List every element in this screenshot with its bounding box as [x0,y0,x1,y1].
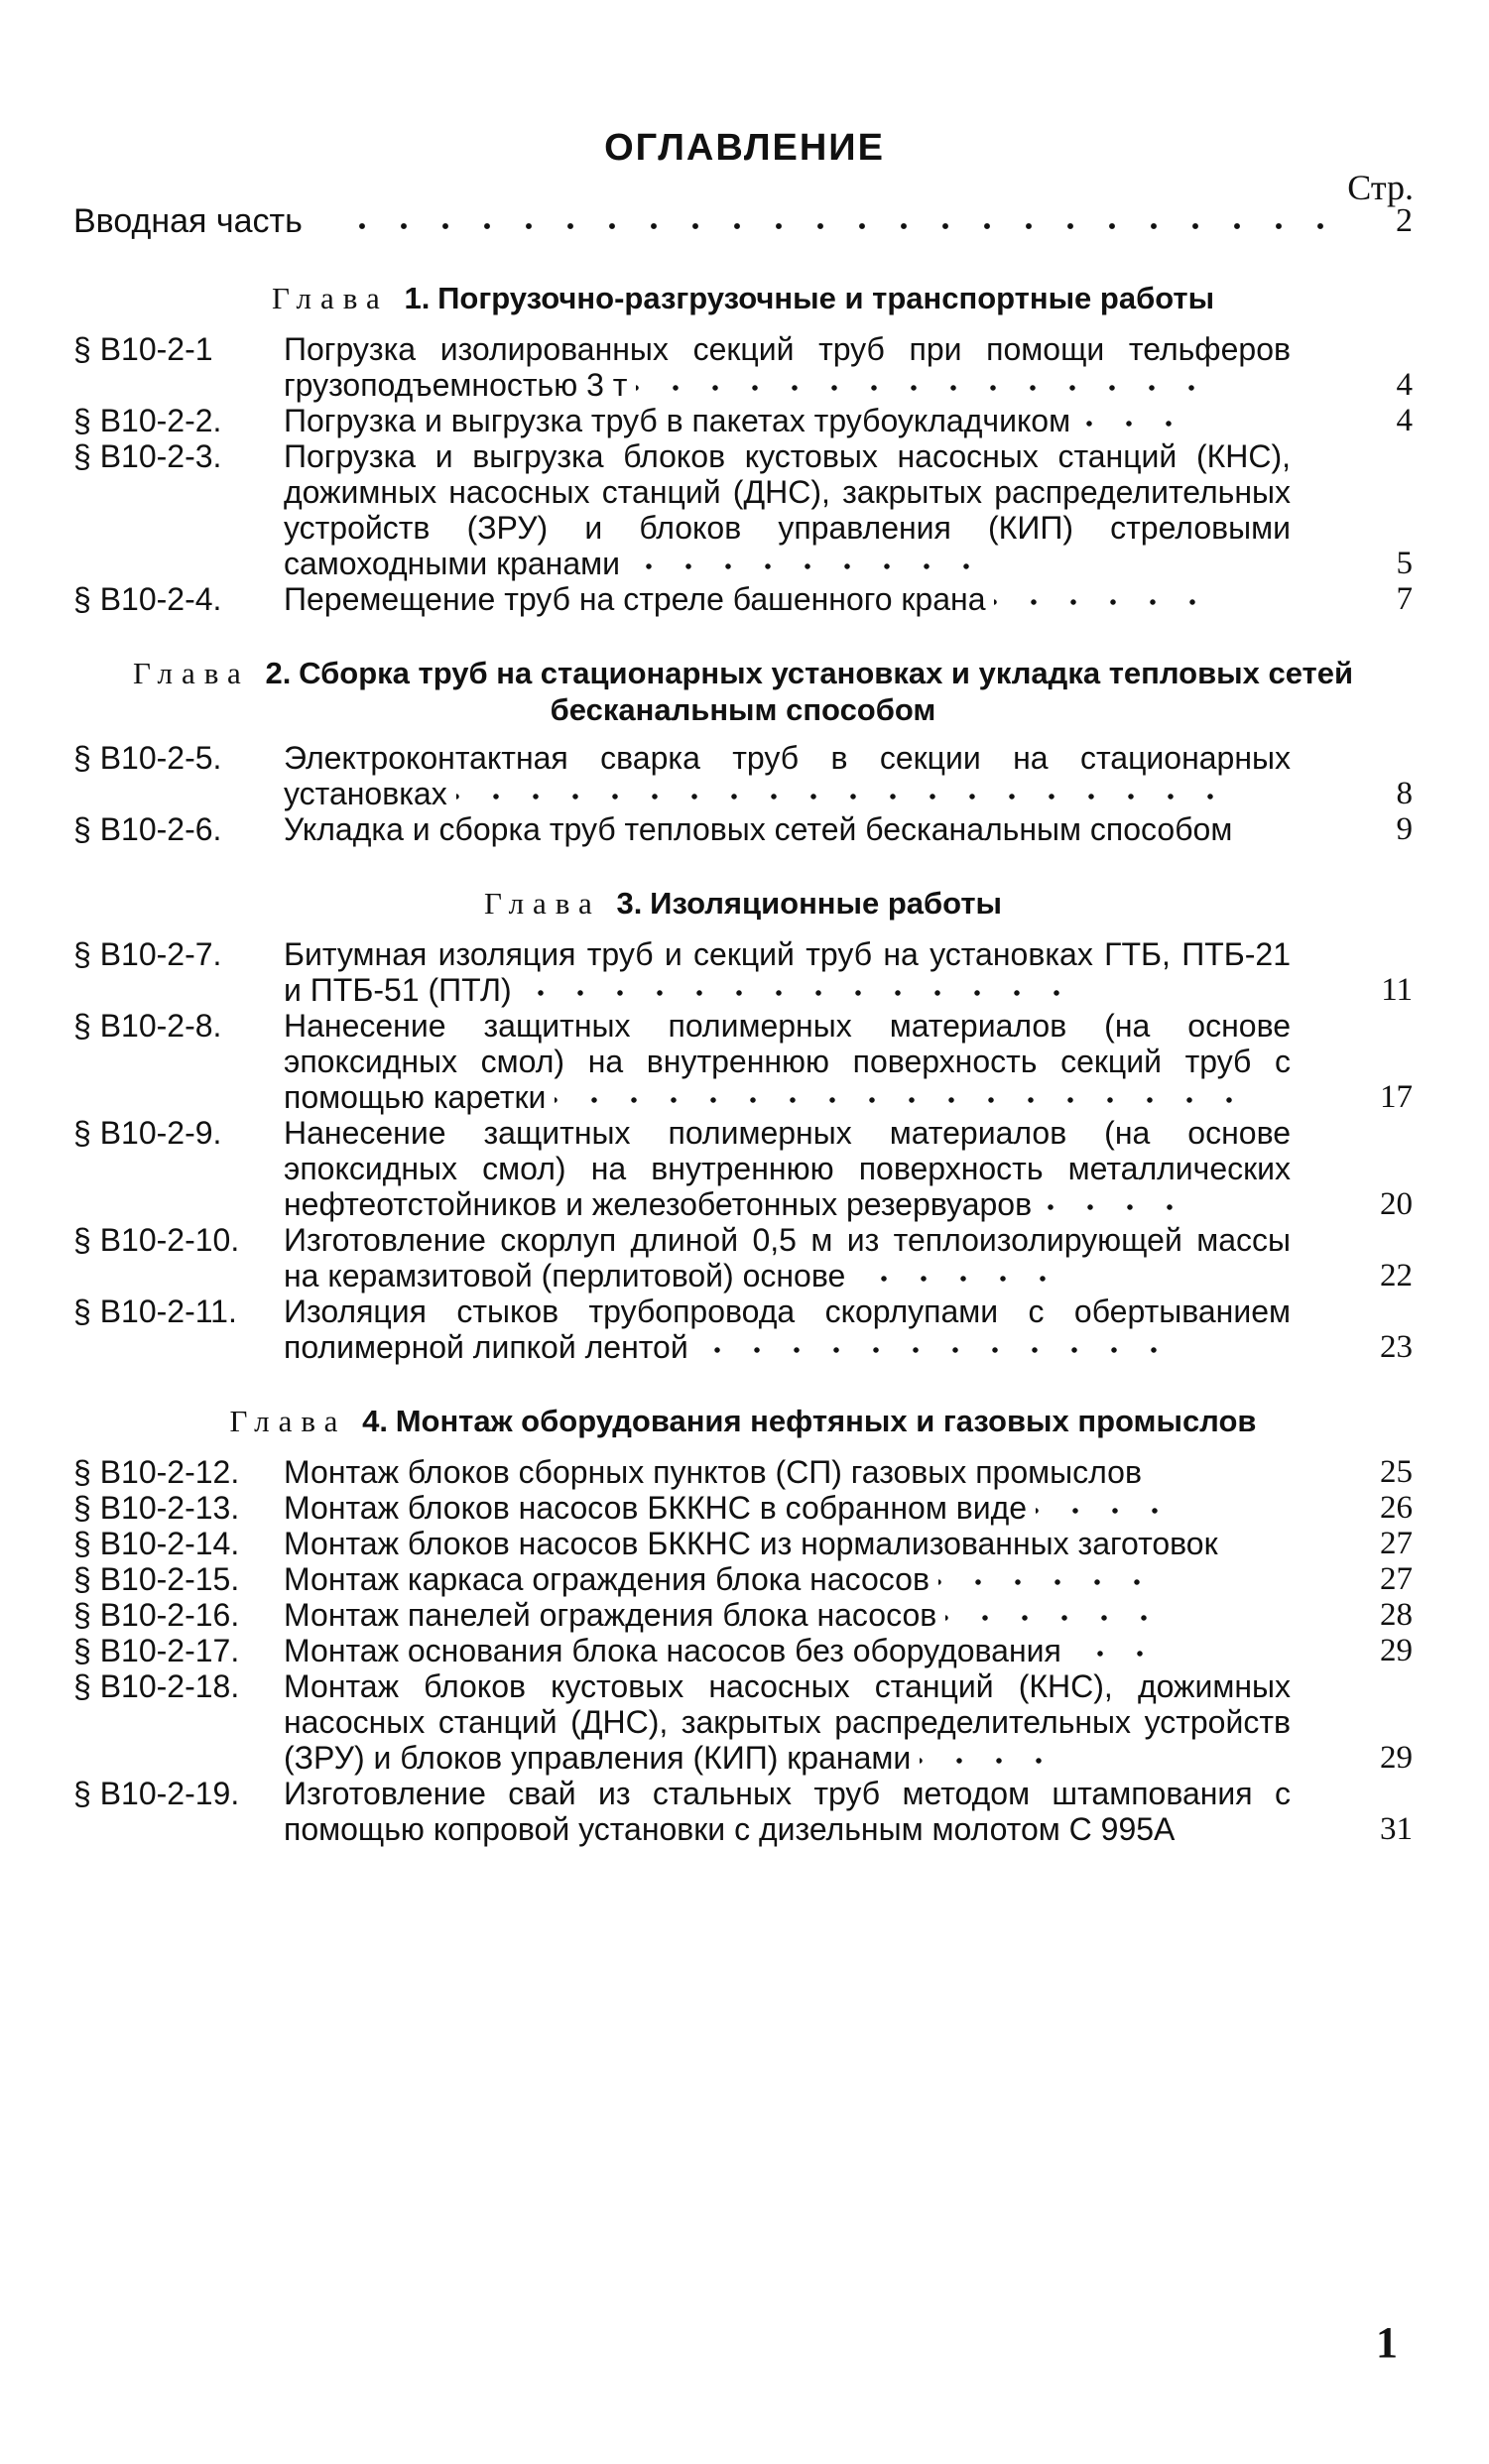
toc-entry[interactable] [73,1526,1413,1561]
intro-leader-dots [341,216,1323,236]
toc-entry[interactable] [73,438,1413,581]
chapter-number: 2. [265,656,292,690]
section-code: § В10-2-7. [73,936,222,972]
page-number-footer: 1 [1376,2318,1398,2367]
chapter-word: Глава [229,1404,347,1438]
section-page: 22 [1380,1258,1413,1294]
toc-entry[interactable] [73,1454,1413,1490]
section-page: 7 [1396,581,1413,617]
page-column-header: Стр. [1347,168,1414,207]
toc-entry[interactable] [73,1490,1413,1526]
section-page: 27 [1380,1561,1413,1597]
section-page: 8 [1396,776,1413,811]
toc-entry[interactable] [73,403,1413,438]
section-code: § В10-2-9. [73,1115,222,1151]
chapter-title: Изоляционные работы [650,886,1002,921]
section-title: Укладка и сборка труб тепловых сетей бесканальным способом [284,811,1233,847]
section-code: § В10-2-13. [73,1490,240,1526]
section-code: § В10-2-16. [73,1597,240,1633]
chapter-title: Монтаж оборудования нефтяных и газовых промыслов [395,1404,1257,1438]
section-page: 26 [1380,1490,1413,1526]
section-page: 25 [1380,1454,1413,1490]
section-title: Изготовление свай из стальных труб методом штампования с помощью копровой установки с дизельным молотом С 995А [284,1776,1291,1847]
section-page: 23 [1380,1329,1413,1365]
section-title: Монтаж основания блока насосов без оборудования [284,1633,1291,1668]
section-title: Битумная изоляция труб и секций труб на установках ГТБ, ПТБ-21 и ПТБ-51 (ПТЛ) [284,936,1291,1008]
section-code: § В10-2-5. [73,740,222,776]
section-title: Погрузка и выгрузка труб в пакетах трубоукладчиком [284,403,1291,438]
toc-entry[interactable] [73,740,1413,811]
section-title: Монтаж блоков насосов БККНС из нормализованных заготовок [284,1526,1218,1561]
section-code: § В10-2-12. [73,1454,240,1490]
intro-page-number: 2 [1396,202,1413,239]
page-title: ОГЛАВЛЕНИЕ [604,127,885,169]
toc-entry[interactable] [73,1597,1413,1633]
section-title: Нанесение защитных полимерных материалов (на основе эпоксидных смол) на внутреннюю поверхность металлических нефтеотстойников и железобетонных резервуаров [284,1115,1291,1222]
toc-entry[interactable] [73,1008,1413,1115]
section-code: § В10-2-1 [73,331,213,367]
section-code: § В10-2-6. [73,811,222,847]
section-title: Электроконтактная сварка труб в секции на стационарных установках [284,740,1291,811]
section-page: 27 [1380,1526,1413,1561]
section-code: § В10-2-19. [73,1776,240,1811]
toc-entry[interactable] [73,331,1413,403]
section-page: 4 [1396,367,1413,403]
toc-entry[interactable] [73,581,1413,617]
section-title: Нанесение защитных полимерных материалов (на основе эпоксидных смол) на внутреннюю поверхность секций труб с помощью каретки [284,1008,1291,1115]
toc-entry[interactable] [73,1668,1413,1776]
toc-entry[interactable] [73,1222,1413,1294]
chapter-number: 4. [362,1404,388,1438]
chapter-title: Погрузочно-разгрузочные и транспортные работы [437,281,1215,315]
section-page: 17 [1380,1079,1413,1115]
section-title: Монтаж каркаса ограждения блока насосов [284,1561,1291,1597]
chapter-word: Глава [271,281,389,315]
section-code: § В10-2-18. [73,1668,240,1704]
chapter-3-heading [73,885,1413,922]
chapter-word: Глава [483,886,601,921]
section-title: Погрузка и выгрузка блоков кустовых насосных станций (КНС), дожимных насосных станций (ДНС), закрытых распределительных устройств (ЗРУ) и блоков управления (КИП) стреловыми самоходными кранами [284,438,1291,581]
toc-entry[interactable] [73,1561,1413,1597]
section-code: § В10-2-14. [73,1526,240,1561]
chapter-number: 3. [616,886,643,921]
section-title: Погрузка изолированных секций труб при помощи тельферов грузоподъемностью 3 т [284,331,1291,403]
chapter-word: Глава [132,656,250,690]
toc-entry[interactable] [73,1633,1413,1668]
section-page: 11 [1381,972,1413,1008]
section-code: § В10-2-11. [73,1294,237,1329]
section-title: Монтаж блоков сборных пунктов (СП) газовых промыслов [284,1454,1142,1490]
chapter-2-heading [73,655,1413,728]
section-title: Монтаж блоков насосов БККНС в собранном виде [284,1490,1291,1526]
toc-entry[interactable] [73,811,1413,847]
section-title: Изоляция стыков трубопровода скорлупами с обертыванием полимерной липкой лентой [284,1294,1291,1365]
section-page: 29 [1380,1740,1413,1776]
toc-entry[interactable] [73,1294,1413,1365]
section-page: 4 [1396,403,1413,438]
chapter-4-heading [73,1403,1413,1439]
section-title: Изготовление скорлуп длиной 0,5 м из теплоизолирующей массы на керамзитовой (перлитовой) основе [284,1222,1291,1294]
section-page: 31 [1380,1811,1413,1847]
section-title: Перемещение труб на стреле башенного крана [284,581,1291,617]
section-page: 28 [1380,1597,1413,1633]
chapter-title: Сборка труб на стационарных установках и укладка тепловых сетей бесканальным способом [299,656,1354,727]
section-page: 9 [1396,811,1413,847]
section-page: 29 [1380,1633,1413,1668]
section-code: § В10-2-2. [73,403,222,438]
section-title: Монтаж блоков кустовых насосных станций (КНС), дожимных насосных станций (ДНС), закрытых распределительных устройств (ЗРУ) и блоков управления (КИП) кранами [284,1668,1291,1776]
intro-label: Вводная часть [73,202,303,240]
section-title: Монтаж панелей ограждения блока насосов [284,1597,1291,1633]
section-code: § В10-2-4. [73,581,222,617]
section-code: § В10-2-10. [73,1222,240,1258]
toc-entry[interactable] [73,1776,1413,1847]
section-page: 5 [1396,546,1413,581]
section-page: 20 [1380,1186,1413,1222]
toc-entry[interactable] [73,1115,1413,1222]
section-code: § В10-2-15. [73,1561,240,1597]
chapter-number: 1. [404,281,431,315]
section-code: § В10-2-8. [73,1008,222,1044]
toc-entry[interactable] [73,936,1413,1008]
intro-entry[interactable] [73,202,1413,246]
section-code: § В10-2-3. [73,438,222,474]
chapter-1-heading [73,280,1413,316]
section-code: § В10-2-17. [73,1633,240,1668]
